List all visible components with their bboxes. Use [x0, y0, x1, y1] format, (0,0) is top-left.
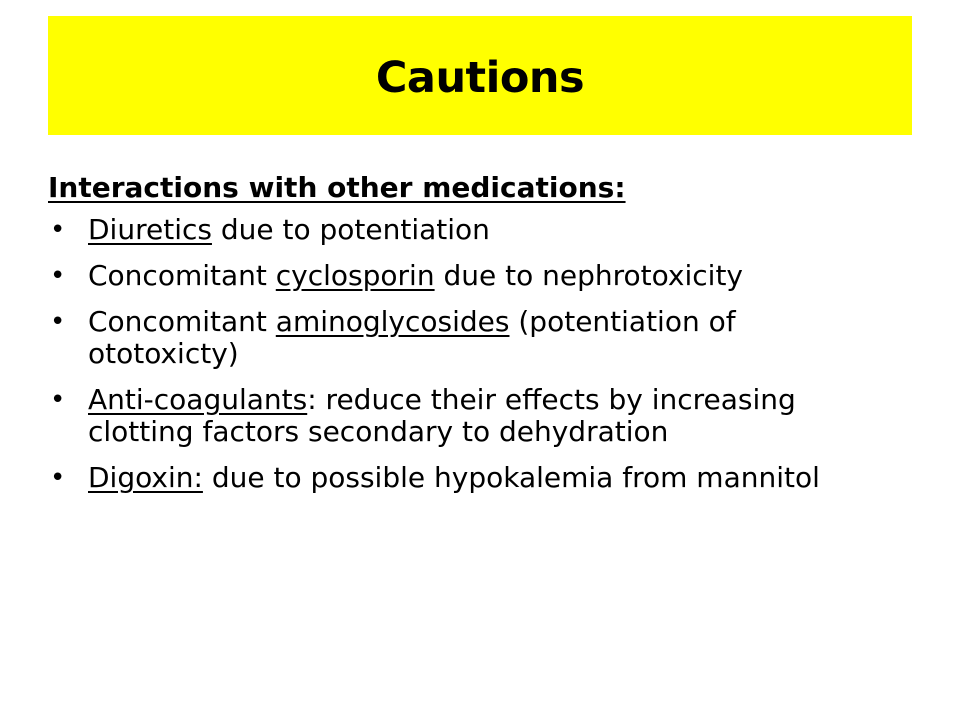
section-heading: Interactions with other medications:	[48, 171, 626, 204]
drug-name: aminoglycosides	[275, 305, 510, 338]
bullet-prefix: Concomitant	[88, 259, 276, 292]
bullet-text: due to nephrotoxicity	[434, 259, 743, 292]
bullet-icon: •	[50, 385, 66, 415]
bullet-text: due to possible hypokalemia from mannitol	[202, 461, 820, 494]
bullet-item-digoxin	[48, 462, 878, 494]
bullet-text: due to potentiation	[211, 213, 490, 246]
slide-body	[48, 168, 878, 494]
drug-name: Anti-coagulants	[88, 383, 308, 416]
drug-name: Digoxin:	[88, 461, 203, 494]
drug-name: cyclosporin	[275, 259, 435, 292]
bullet-icon: •	[50, 261, 66, 291]
title-banner	[48, 16, 912, 135]
bullet-text: (potentiation of ototoxicty)	[88, 305, 736, 370]
drug-name: Diuretics	[88, 213, 212, 246]
bullet-list	[48, 214, 878, 494]
bullet-icon: •	[50, 215, 66, 245]
bullet-text: : reduce their effects by increasing clotting factors secondary to dehydration	[88, 383, 796, 448]
bullet-icon: •	[50, 463, 66, 493]
bullet-item-aminoglycosides	[48, 306, 878, 370]
bullet-item-cyclosporin	[48, 260, 878, 292]
bullet-icon: •	[50, 307, 66, 337]
bullet-item-diuretics	[48, 214, 878, 246]
bullet-prefix: Concomitant	[88, 305, 276, 338]
bullet-item-anticoagulants	[48, 384, 878, 448]
slide-title: Cautions	[375, 52, 585, 103]
